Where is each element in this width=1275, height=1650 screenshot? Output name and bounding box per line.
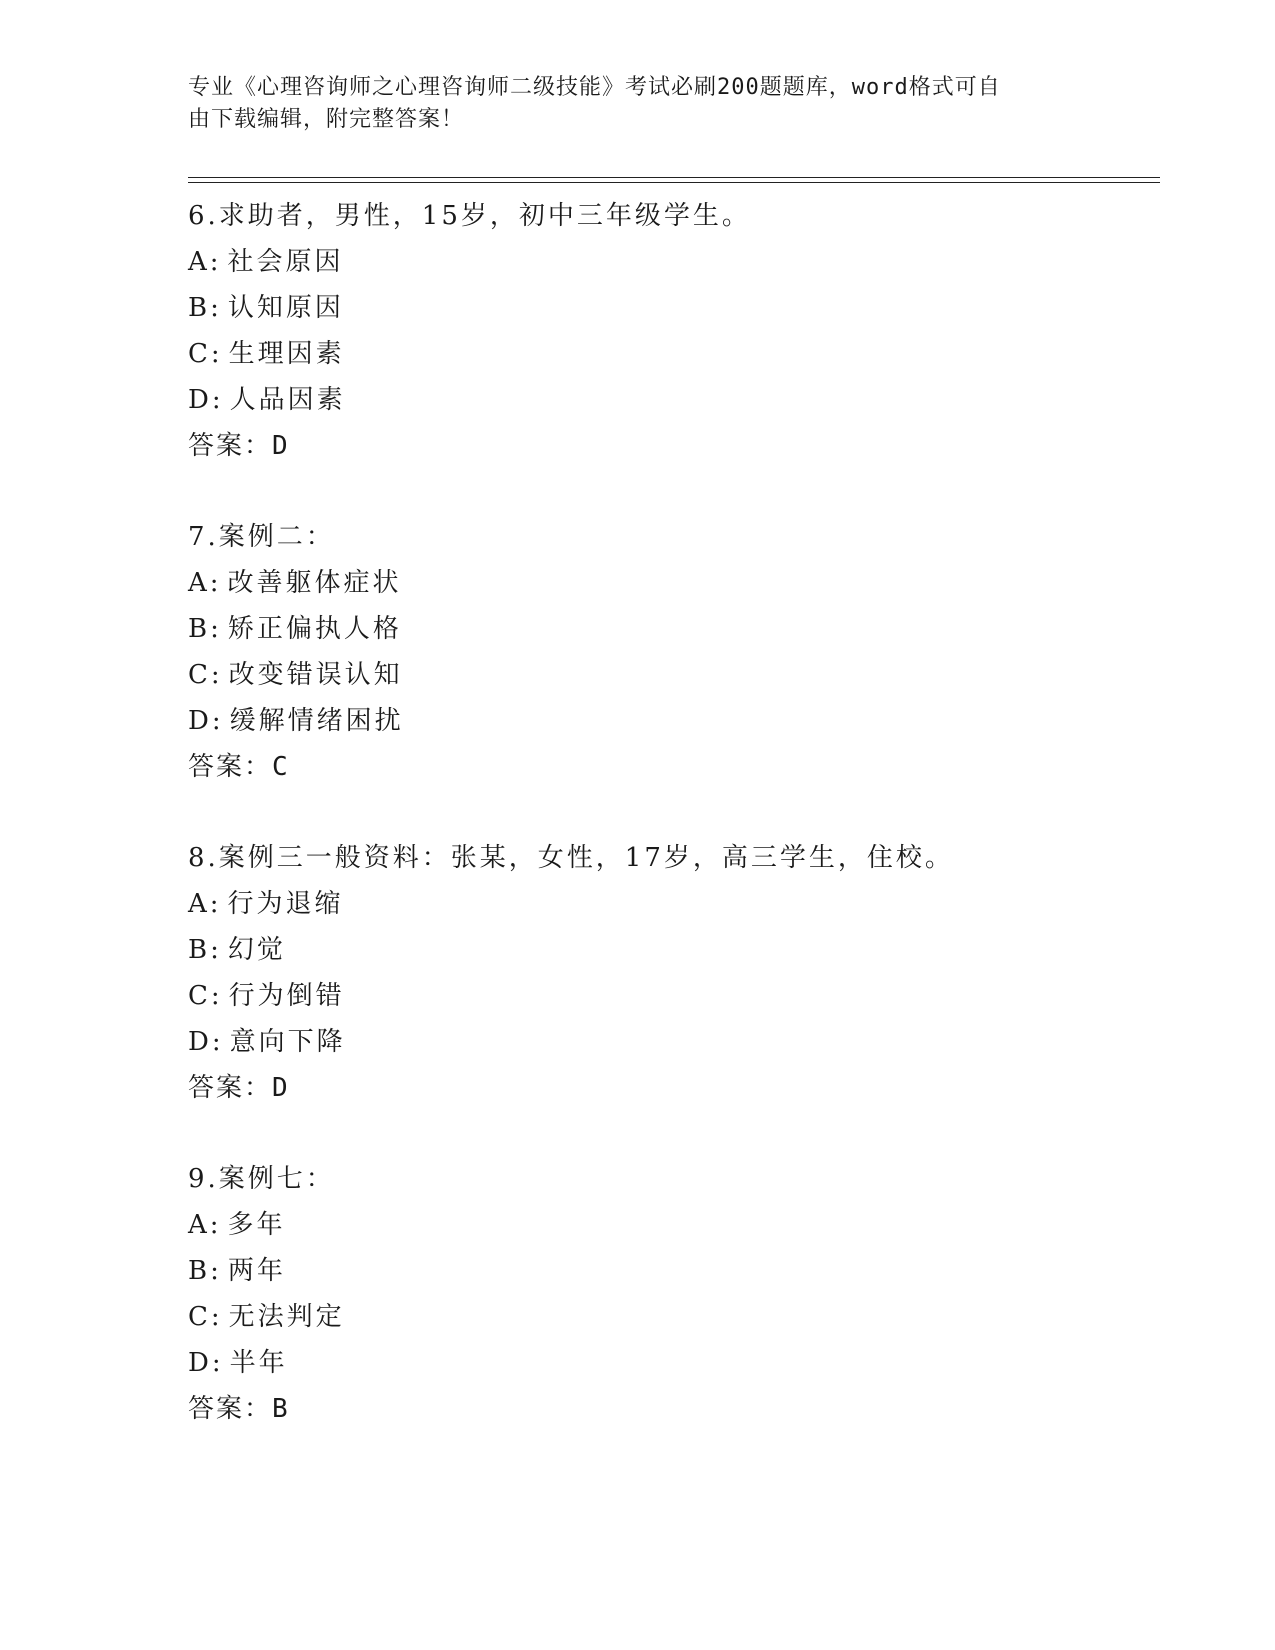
- answer-value: D: [272, 1073, 290, 1103]
- option-d: [188, 377, 1168, 423]
- answer-label: 答案：: [188, 752, 273, 782]
- option-c: [188, 973, 1168, 1019]
- option-d: [188, 1019, 1168, 1065]
- option-a: [188, 881, 1168, 927]
- option-letter: B:: [188, 935, 222, 965]
- option-letter: D:: [188, 1348, 224, 1378]
- option-c: [188, 1294, 1168, 1340]
- option-text: 人品因素: [229, 385, 346, 415]
- header-line-1: 专业《心理咨询师之心理咨询师二级技能》考试必刷200题题库，word格式可自: [188, 75, 1001, 100]
- option-a: [188, 239, 1168, 285]
- option-text: 无法判定: [228, 1302, 345, 1332]
- option-text: 意向下降: [229, 1027, 346, 1057]
- option-letter: B:: [188, 293, 222, 323]
- option-letter: D:: [188, 706, 224, 736]
- option-letter: B:: [188, 614, 222, 644]
- option-text: 社会原因: [227, 247, 344, 277]
- header-divider-top: [188, 177, 1160, 178]
- option-letter: C:: [188, 981, 223, 1011]
- option-text: 认知原因: [227, 293, 344, 323]
- option-text: 改善躯体症状: [227, 568, 402, 598]
- option-letter: A:: [188, 568, 222, 598]
- option-a: [188, 560, 1168, 606]
- option-b: [188, 606, 1168, 652]
- option-c: [188, 331, 1168, 377]
- header-line-2: 由下载编辑，附完整答案！: [188, 107, 465, 132]
- answer-value: C: [272, 752, 290, 782]
- option-letter: A:: [188, 247, 222, 277]
- answer-line: [188, 744, 1168, 790]
- option-text: 行为退缩: [227, 889, 344, 919]
- option-b: [188, 285, 1168, 331]
- question-stem: 8.案例三一般资料：张某，女性，17岁，高三学生，住校。: [188, 843, 954, 873]
- question-list: [188, 193, 1168, 1477]
- answer-value: D: [272, 431, 290, 461]
- question-stem: 6.求助者，男性，15岁，初中三年级学生。: [188, 201, 751, 231]
- option-letter: A:: [188, 889, 222, 919]
- answer-line: [188, 1386, 1168, 1432]
- option-text: 行为倒错: [228, 981, 345, 1011]
- option-letter: D:: [188, 1027, 224, 1057]
- option-letter: B:: [188, 1256, 222, 1286]
- question-block: [188, 1156, 1168, 1432]
- answer-value: B: [272, 1394, 290, 1424]
- question-stem: 9.案例七：: [188, 1164, 335, 1194]
- option-text: 生理因素: [228, 339, 345, 369]
- option-text: 半年: [229, 1348, 288, 1378]
- document-header: [188, 72, 1068, 136]
- answer-line: [188, 423, 1168, 469]
- option-text: 幻觉: [227, 935, 286, 965]
- option-c: [188, 652, 1168, 698]
- option-text: 改变错误认知: [228, 660, 403, 690]
- option-letter: C:: [188, 339, 223, 369]
- question-block: [188, 835, 1168, 1111]
- option-letter: A:: [188, 1210, 222, 1240]
- option-text: 多年: [227, 1210, 286, 1240]
- option-text: 矫正偏执人格: [227, 614, 402, 644]
- answer-line: [188, 1065, 1168, 1111]
- option-letter: C:: [188, 660, 223, 690]
- option-d: [188, 1340, 1168, 1386]
- answer-label: 答案：: [188, 431, 273, 461]
- question-block: [188, 193, 1168, 469]
- question-stem: 7.案例二：: [188, 522, 335, 552]
- answer-label: 答案：: [188, 1394, 273, 1424]
- option-letter: C:: [188, 1302, 223, 1332]
- option-letter: D:: [188, 385, 224, 415]
- option-a: [188, 1202, 1168, 1248]
- option-text: 缓解情绪困扰: [229, 706, 404, 736]
- option-d: [188, 698, 1168, 744]
- option-b: [188, 927, 1168, 973]
- option-text: 两年: [227, 1256, 286, 1286]
- option-b: [188, 1248, 1168, 1294]
- answer-label: 答案：: [188, 1073, 273, 1103]
- question-block: [188, 514, 1168, 790]
- header-divider-bottom: [188, 182, 1160, 183]
